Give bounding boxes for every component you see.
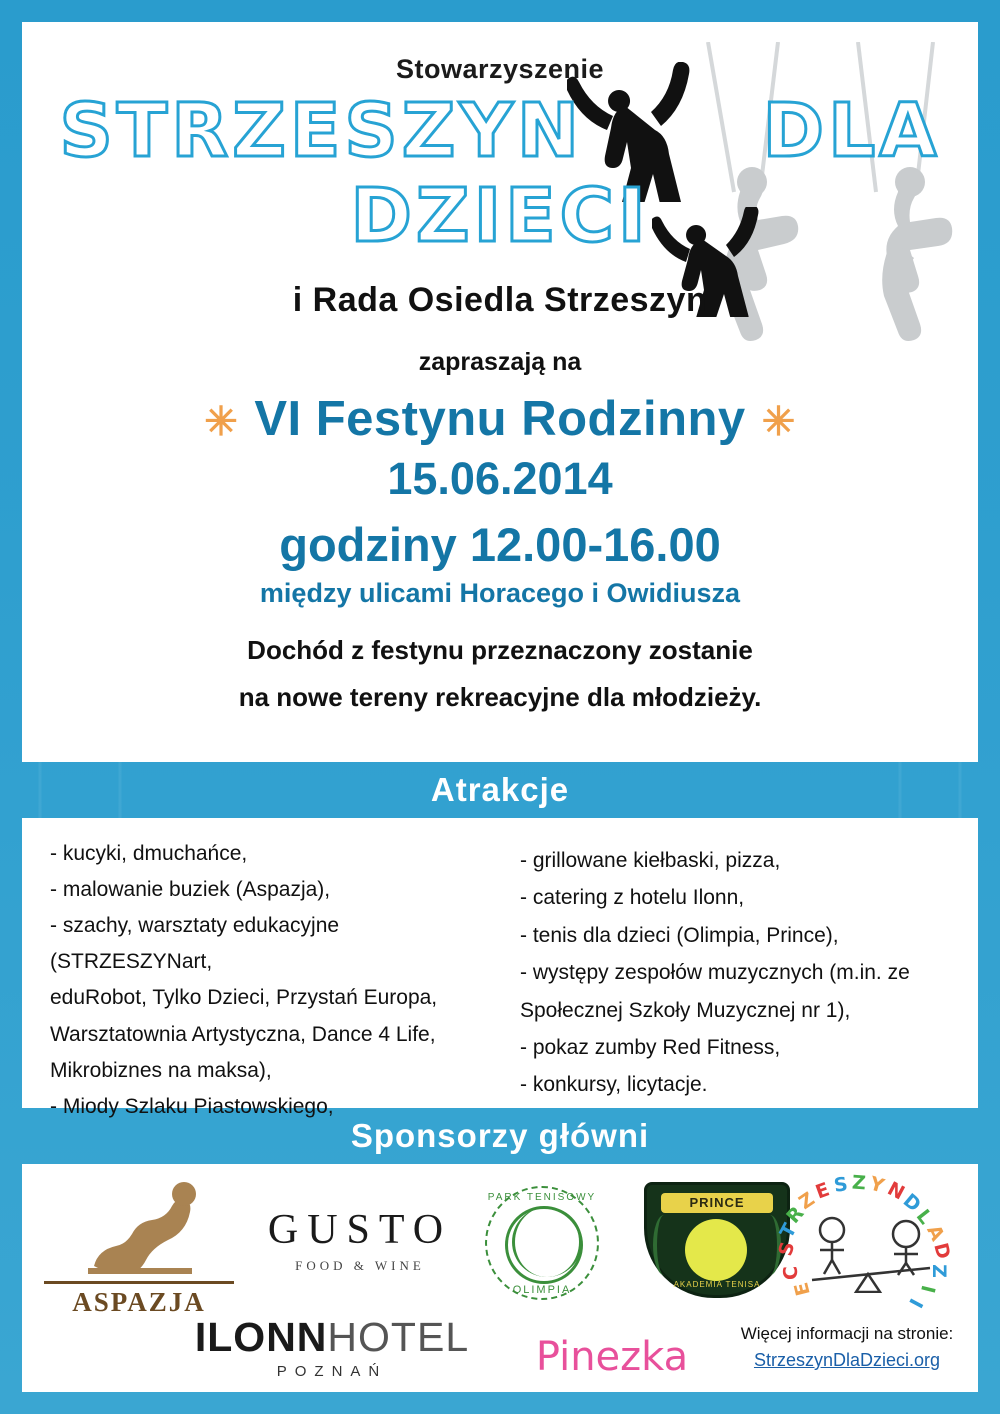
sdd-letter: R <box>782 1202 809 1228</box>
more-info-block <box>722 1324 972 1371</box>
more-info-label: Więcej informacji na stronie: <box>740 1324 954 1343</box>
list-item: Społecznej Szkoły Muzycznej nr 1), <box>520 998 851 1022</box>
list-item: - pokaz zumby Red Fitness, <box>520 1035 781 1059</box>
sdd-letter: D <box>898 1189 926 1217</box>
sdd-logo-icon <box>772 1171 962 1312</box>
website-link[interactable]: StrzeszynDlaDzieci.org <box>753 1350 941 1370</box>
sponsor-gusto <box>250 1206 470 1274</box>
sdd-letter: D <box>929 1240 955 1262</box>
sponsor-strzeszyn-dla-dzieci-logo <box>762 1171 972 1312</box>
sponsor-pinezka <box>502 1334 722 1380</box>
olimpia-top-text: PARK TENISOWY <box>487 1192 597 1203</box>
poster-title-line1 <box>22 88 978 174</box>
poster-subtitle: i Rada Osiedla Strzeszyn <box>292 280 708 319</box>
olimpia-bottom-text: OLIMPIA <box>512 1284 572 1296</box>
sdd-letter: Z <box>795 1188 819 1214</box>
gusto-wordmark: GUSTO <box>267 1207 453 1253</box>
pinezka-wordmark: Pinezka <box>535 1334 689 1380</box>
purpose-line-2: na nowe tereny rekreacyjne dla młodzieży. <box>238 681 762 712</box>
sponsor-ilonn-hotel <box>172 1314 492 1380</box>
list-item: - Miody Szlaku Piastowskiego, <box>50 1094 334 1118</box>
ilonn-name-bold: ILONN <box>194 1314 328 1360</box>
list-item: Warsztatownia Artystyczna, Dance 4 Life, <box>50 1022 436 1046</box>
attractions-heading: Atrakcje <box>430 771 570 808</box>
event-date: 15.06.2014 <box>387 452 613 504</box>
attractions-section <box>22 818 978 1118</box>
sdd-letter: A <box>922 1221 949 1245</box>
sdd-letter: T <box>775 1220 802 1242</box>
sdd-letter: Y <box>867 1172 887 1198</box>
sponsors-heading: Sponsorzy główni <box>350 1117 650 1154</box>
poster-inner <box>22 22 978 1392</box>
prince-wordmark: PRINCE <box>661 1193 773 1213</box>
star-icon-left: ✳ <box>204 399 239 444</box>
olimpia-logo-icon <box>485 1186 599 1300</box>
event-place: między ulicami Horacego i Owidiusza <box>259 577 741 608</box>
attractions-list-left <box>50 836 468 1125</box>
sponsor-aspazja <box>44 1174 234 1318</box>
sponsor-park-tenisowy-olimpia <box>462 1186 622 1300</box>
sdd-letter: Z <box>927 1264 950 1278</box>
event-hours: godziny 12.00-16.00 <box>279 517 721 571</box>
hero-section <box>22 22 978 762</box>
prince-subtitle: AKADEMIA TENISA <box>673 1280 761 1289</box>
prince-tennis-ball-icon <box>685 1219 747 1281</box>
invite-text: zapraszają na <box>418 347 582 376</box>
star-icon-right: ✳ <box>761 399 796 444</box>
attractions-column-right <box>492 818 978 1108</box>
list-item: - tenis dla dzieci (Olimpia, Prince), <box>520 923 839 947</box>
attractions-column-left <box>22 818 492 1118</box>
association-label: Stowarzyszenie <box>395 54 605 84</box>
list-item: - malowanie buziek (Aspazja), <box>50 878 331 902</box>
title-word-strzeszyn: STRZESZYN <box>59 88 583 174</box>
aspazja-statue-icon <box>64 1174 214 1274</box>
sdd-letter: N <box>883 1177 909 1205</box>
list-item: eduRobot, Tylko Dzieci, Przystań Europa, <box>50 986 438 1010</box>
sdd-letter: L <box>911 1205 937 1229</box>
tennis-ball-icon <box>505 1206 583 1284</box>
sdd-letter: E <box>812 1178 833 1204</box>
list-item: - kucyki, dmuchańce, <box>50 842 248 865</box>
list-item: - konkursy, licytacje. <box>520 1073 708 1097</box>
aspazja-wordmark: ASPAZJA <box>44 1281 234 1318</box>
attractions-list-right <box>520 842 954 1104</box>
sdd-letter: C <box>779 1265 803 1281</box>
laurel-left-icon <box>653 1215 675 1275</box>
list-item: Mikrobiznes na maksa), <box>50 1058 272 1082</box>
purpose-line-1: Dochód z festynu przeznaczony zostanie <box>247 634 753 665</box>
gusto-tagline: FOOD & WINE <box>295 1258 425 1273</box>
ilonn-name-light: HOTEL <box>327 1314 470 1360</box>
event-name-text: VI Festynu Rodzinny <box>254 391 746 446</box>
sdd-letter: I <box>916 1282 940 1296</box>
seesaw-children-icon <box>806 1208 936 1293</box>
list-item: - występy zespołów muzycznych (m.in. ze <box>520 961 910 985</box>
event-name <box>22 391 978 447</box>
title-word-dla: DLA <box>762 88 941 174</box>
ilonn-city: POZNAŃ <box>276 1363 388 1380</box>
sdd-letter: Z <box>851 1171 867 1195</box>
list-item: - szachy, warsztaty edukacyjne (STRZESZYNart, <box>50 914 340 974</box>
poster-title-line2: DZIECI <box>350 172 650 259</box>
sdd-letter: S <box>774 1239 800 1259</box>
list-item: - catering z hotelu Ilonn, <box>520 886 745 910</box>
sdd-letter: S <box>832 1173 850 1197</box>
list-item: - grillowane kiełbaski, pizza, <box>520 849 781 872</box>
sdd-letter: I <box>904 1294 927 1312</box>
sdd-letter: E <box>790 1280 815 1298</box>
ilonn-wordmark <box>172 1314 492 1361</box>
sponsors-section <box>22 1164 978 1392</box>
